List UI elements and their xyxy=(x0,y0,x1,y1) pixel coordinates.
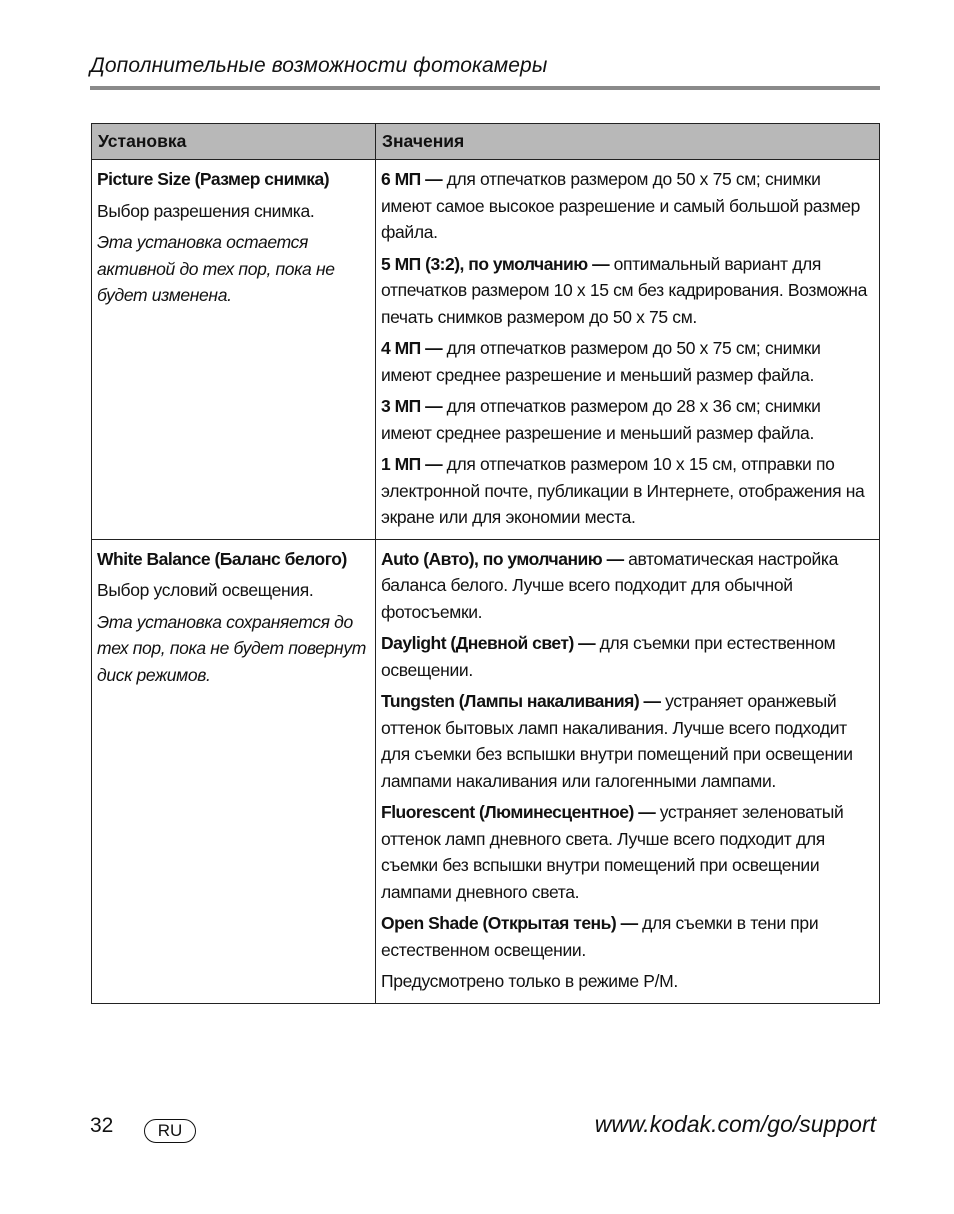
column-header-values: Значения xyxy=(376,124,880,160)
setting-note: Эта установка остается активной до тех пор, пока не будет изменена. xyxy=(97,232,335,305)
setting-title: White Balance (Баланс белого) xyxy=(97,548,347,569)
value-label: Fluorescent (Люминесцентное) — xyxy=(381,802,656,822)
value-label: 5 МП (3:2), по умолчанию — xyxy=(381,253,610,274)
support-url: www.kodak.com/go/support xyxy=(594,1111,876,1137)
value-option xyxy=(381,335,875,388)
value-option xyxy=(381,546,875,626)
value-label: Tungsten (Лампы накаливания) — xyxy=(381,691,661,711)
value-label: Open Shade (Открытая тень) — xyxy=(381,913,638,933)
value-text: устраняет оранжевый оттенок бытовых ламп накаливания. Лучше всего подходит для съемки без вспышки внутри помещений при освещении лампами накаливания или галогенными лампами. xyxy=(381,691,853,791)
setting-note: Эта установка сохраняется до тех пор, пока не будет повернут диск режимов. xyxy=(97,611,366,685)
value-label: 3 МП — xyxy=(381,396,443,416)
table-row xyxy=(92,160,880,540)
language-badge: RU xyxy=(144,1119,196,1143)
value-label: Daylight (Дневной свет) — xyxy=(381,633,596,653)
column-header-setting: Установка xyxy=(92,124,376,160)
page-header-title: Дополнительные возможности фотокамеры xyxy=(90,54,548,77)
value-label: Auto (Авто), по умолчанию — xyxy=(381,548,624,569)
value-text: автоматическая настройка баланса белого. Лучше всего подходит для обычной фотосъемки. xyxy=(381,548,838,622)
setting-description: Выбор условий освещения. xyxy=(97,580,314,600)
value-label: 1 МП — xyxy=(381,454,443,474)
value-text: для съемки в тени при естественном освещении. xyxy=(381,913,819,960)
value-option xyxy=(381,166,875,246)
value-option xyxy=(381,799,875,905)
setting-title: Picture Size (Размер снимка) xyxy=(97,169,330,189)
mode-footnote: Предусмотрено только в режиме P/M. xyxy=(381,971,678,991)
value-text: для съемки при естественном освещении. xyxy=(381,633,836,680)
setting-cell xyxy=(92,539,376,1003)
page-number: 32 xyxy=(90,1114,114,1137)
value-option xyxy=(381,910,875,963)
values-cell xyxy=(376,160,880,540)
value-text: для отпечатков размером до 50 х 75 см; снимки имеют среднее разрешение и меньший размер файла. xyxy=(381,338,821,385)
value-text: устраняет зеленоватый оттенок ламп дневного света. Лучше всего подходит для съемки без вспышки внутри помещений при освещении лампами дневного света. xyxy=(381,802,844,902)
value-label: 6 МП — xyxy=(381,169,443,189)
settings-table xyxy=(91,123,880,1004)
value-option xyxy=(381,688,875,794)
value-option xyxy=(381,451,875,531)
value-label: 4 МП — xyxy=(381,338,443,358)
value-option xyxy=(381,393,875,446)
table-row xyxy=(92,539,880,1003)
value-text: оптимальный вариант для отпечатков размером 10 х 15 см без кадрирования. Возможна печать снимков размером до 50 х 75 см. xyxy=(381,253,867,327)
value-text: для отпечатков размером до 50 х 75 см; снимки имеют самое высокое разрешение и самый большой размер файла. xyxy=(381,169,861,242)
value-text: для отпечатков размером 10 х 15 см, отправки по электронной почте, публикации в Интернете, отображения на экране или для экономии места. xyxy=(381,454,865,527)
setting-cell xyxy=(92,160,376,540)
value-text: для отпечатков размером до 28 х 36 см; снимки имеют среднее разрешение и меньший размер файла. xyxy=(381,396,821,443)
header-divider xyxy=(90,86,880,90)
table-header-row xyxy=(92,124,880,160)
value-option xyxy=(381,251,875,331)
value-option xyxy=(381,630,875,683)
setting-description: Выбор разрешения снимка. xyxy=(97,200,315,221)
values-cell xyxy=(376,539,880,1003)
